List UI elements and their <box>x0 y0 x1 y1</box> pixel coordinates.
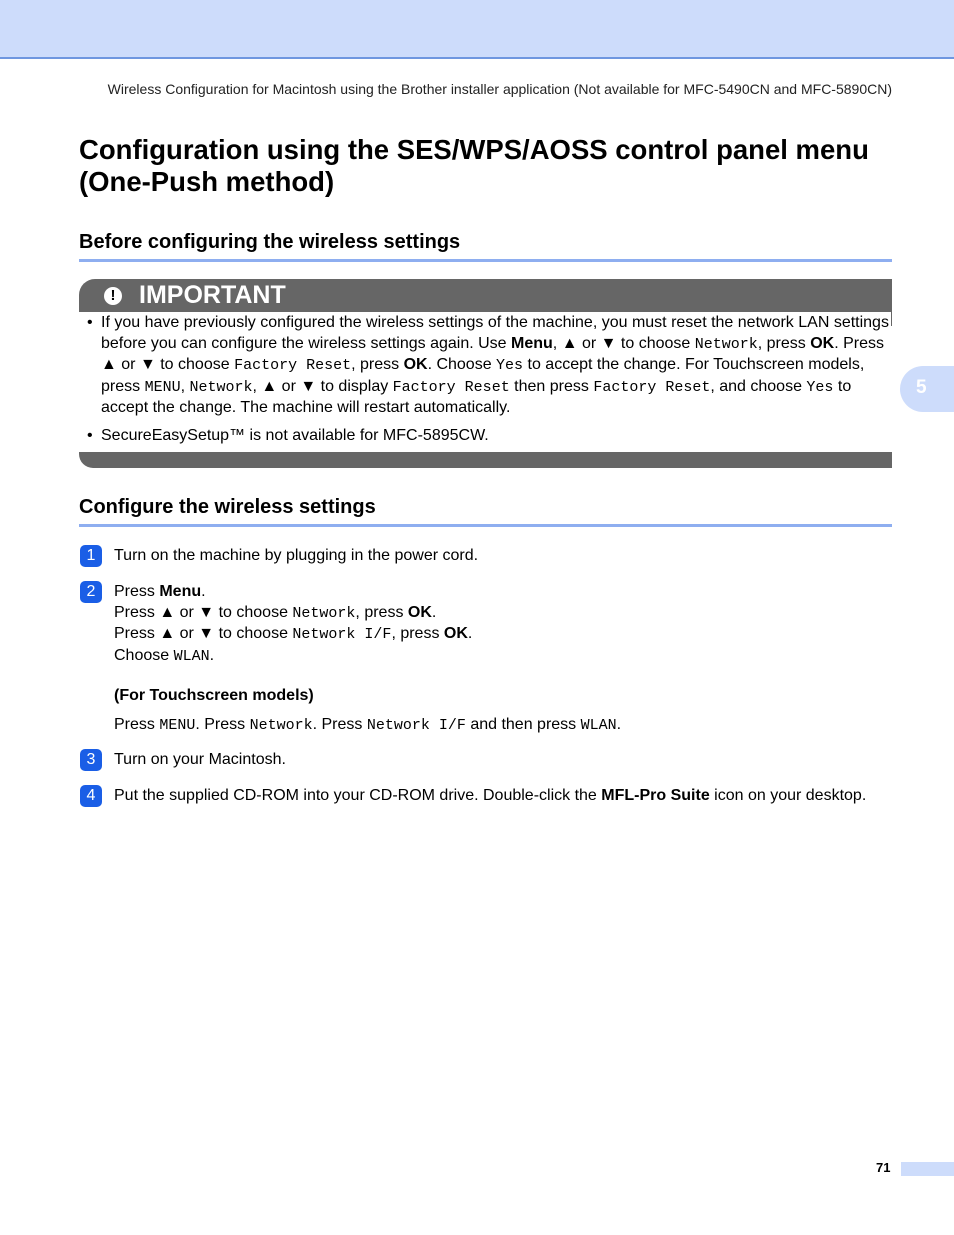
text-span: If you have previously configured the wireless settings of the machine, you must reset the network LAN settings before you can configure the wireless settings again. Use <box>101 314 889 352</box>
text-span: Put the supplied CD-ROM into your CD-ROM drive. Double-click the <box>114 787 602 804</box>
text-span: OK <box>443 625 468 642</box>
text-span: OK <box>407 603 432 621</box>
text-span: and then press <box>465 716 581 733</box>
step-number: 4 <box>80 785 102 807</box>
step-line <box>114 646 884 668</box>
section-rule <box>79 259 892 262</box>
text-span: Press <box>114 583 160 600</box>
text-span: . Press ▲ or ▼ to choose <box>101 334 885 373</box>
code-span: Factory Reset <box>392 378 510 396</box>
code-span: Yes <box>496 357 524 374</box>
text-span: , press <box>391 625 444 642</box>
text-span: , <box>180 377 190 395</box>
important-body <box>87 313 892 446</box>
code-span: Network <box>249 717 313 734</box>
text-span: MFL-Pro Suite <box>601 787 710 804</box>
text-span: . Press <box>312 716 367 733</box>
text-span: to accept the change. For Touchscreen models, press <box>101 356 865 395</box>
important-label: IMPORTANT <box>139 281 286 309</box>
text-span: icon on your desktop. <box>709 787 867 804</box>
step-text: Turn on your Macintosh. <box>114 751 286 768</box>
text-span: . <box>616 716 622 733</box>
text-span: . <box>467 625 473 642</box>
text-span: , ▲ or ▼ to choose <box>552 334 695 352</box>
important-bullet <box>87 313 892 419</box>
code-span: Network <box>189 378 253 396</box>
code-span: Network I/F <box>366 717 466 734</box>
important-banner <box>79 279 892 312</box>
running-header: Wireless Configuration for Macintosh using the Brother installer application (Not available for MFC-5490CN and MFC-5890CN) <box>107 81 892 97</box>
important-bullet <box>87 426 892 447</box>
text-span: . <box>209 646 215 664</box>
text-span: OK <box>403 356 428 373</box>
code-span: WLAN <box>173 647 210 665</box>
step-number: 3 <box>80 749 102 771</box>
page-title-line2: (One-Push method) <box>79 166 335 197</box>
code-span: Yes <box>806 378 834 396</box>
text-span: . Choose <box>427 356 497 373</box>
text-span: OK <box>810 334 835 352</box>
section-heading-before: Before configuring the wireless settings <box>79 231 461 253</box>
text-span: Press ▲ or ▼ to choose <box>114 603 293 621</box>
text-span: SecureEasySetup™ is not available for MFC-5895CW. <box>101 426 489 444</box>
important-footer-bar <box>79 452 892 468</box>
text-span: Menu <box>511 334 553 352</box>
page-number-bar <box>901 1162 954 1176</box>
touchscreen-instructions <box>114 715 884 737</box>
step-text <box>114 582 884 667</box>
text-span: . <box>201 583 206 600</box>
text-span: Press <box>114 716 160 733</box>
step-line <box>114 603 884 625</box>
exclamation-icon: ! <box>104 287 122 305</box>
text-span: then press <box>509 377 594 395</box>
code-span: Factory Reset <box>593 378 711 396</box>
text-span: Menu <box>159 583 202 600</box>
text-span: . <box>431 603 437 621</box>
code-span: Network <box>292 604 356 622</box>
step-line <box>114 624 884 646</box>
section-heading-configure: Configure the wireless settings <box>79 496 376 518</box>
text-span: Choose <box>114 646 174 664</box>
code-span: MENU <box>159 717 196 734</box>
page-title-line1: Configuration using the SES/WPS/AOSS control panel menu <box>79 134 869 165</box>
text-span: . Press <box>195 716 250 733</box>
header-band <box>0 0 954 59</box>
text-span: , press <box>757 334 811 352</box>
code-span: WLAN <box>580 717 617 734</box>
text-span: , press <box>355 603 408 621</box>
text-span: to accept the change. The machine will restart automatically. <box>101 377 852 416</box>
chapter-tab <box>900 366 954 412</box>
step-line <box>114 582 884 603</box>
chapter-number: 5 <box>916 377 927 398</box>
text-span: Press ▲ or ▼ to choose <box>114 625 293 642</box>
touchscreen-subheading: (For Touchscreen models) <box>114 687 314 704</box>
text-span: , press <box>351 356 404 373</box>
code-span: Network I/F <box>292 626 392 643</box>
text-span: , and choose <box>710 377 807 395</box>
code-span: Factory Reset <box>234 357 352 374</box>
code-span: MENU <box>144 378 181 396</box>
code-span: Network <box>694 335 758 353</box>
page-number: 71 <box>876 1160 891 1175</box>
step-number: 2 <box>80 581 102 603</box>
bullet-dot: • <box>87 314 93 331</box>
bullet-dot: • <box>87 426 93 444</box>
page-title <box>79 134 899 198</box>
section-rule <box>79 524 892 527</box>
step-number: 1 <box>80 545 102 567</box>
step-text <box>114 786 884 807</box>
step-text: Turn on the machine by plugging in the power cord. <box>114 547 479 564</box>
text-span: , ▲ or ▼ to display <box>252 377 393 395</box>
